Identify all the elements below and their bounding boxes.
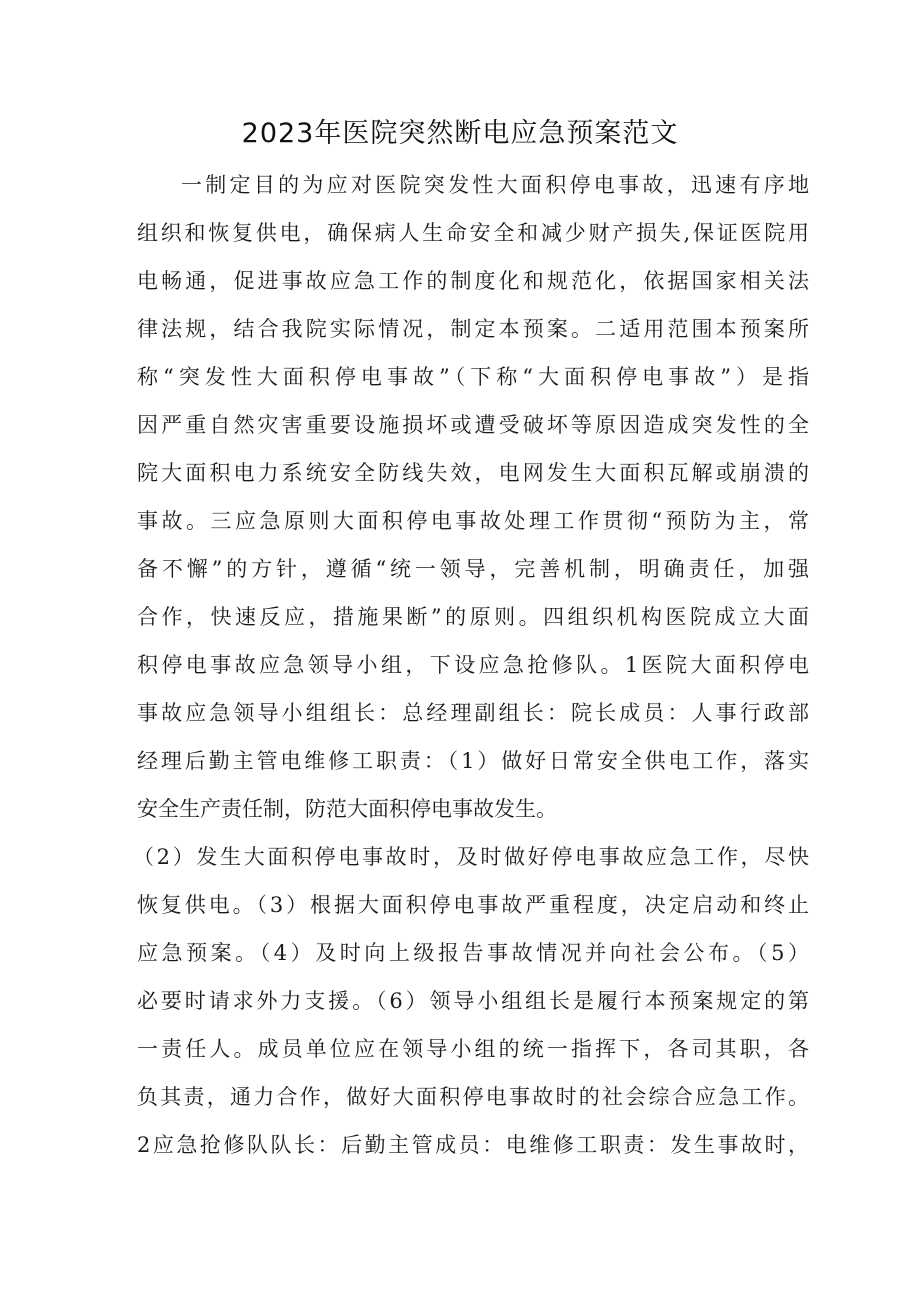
- text-line: 积停电事故应急领导小组，下设应急抢修队。1医院大面积停电: [137, 653, 809, 677]
- text-line: 恢复供电。（3）根据大面积停电事故严重程度，决定启动和终止: [137, 893, 809, 917]
- text-line: 一制定目的为应对医院突发性大面积停电事故，迅速有序地: [181, 173, 809, 197]
- text-line: 安全生产责任制，防范大面积停电事故发生。: [137, 797, 557, 821]
- text-line: 必要时请求外力支援。（6）领导小组组长是履行本预案规定的第: [137, 989, 809, 1013]
- text-line: 负其责，通力合作，做好大面积停电事故时的社会综合应急工作。: [137, 1085, 809, 1109]
- text-line: 2应急抢修队队长：后勤主管成员：电维修工职责：发生事故时，: [137, 1133, 809, 1157]
- text-line: （2）发生大面积停电事故时，及时做好停电事故应急工作，尽快: [133, 845, 809, 869]
- text-line: 事故。三应急原则大面积停电事故处理工作贯彻“预防为主，常: [137, 509, 809, 533]
- text-line: 应急预案。（4）及时向上级报告事故情况并向社会公布。（5）: [137, 941, 809, 965]
- text-line: 事故应急领导小组组长：总经理副组长：院长成员：人事行政部: [137, 701, 809, 725]
- document-title: 2023年医院突然断电应急预案范文: [241, 118, 679, 149]
- text-line: 备不懈”的方针，遵循“统一领导，完善机制，明确责任，加强: [137, 557, 809, 581]
- text-line: 因严重自然灾害重要设施损坏或遭受破坏等原因造成突发性的全: [137, 413, 809, 437]
- text-line: 经理后勤主管电维修工职责：（1）做好日常安全供电工作，落实: [137, 749, 809, 773]
- text-line: 电畅通，促进事故应急工作的制度化和规范化，依据国家相关法: [137, 269, 809, 293]
- text-line: 院大面积电力系统安全防线失效，电网发生大面积瓦解或崩溃的: [137, 461, 809, 485]
- text-line: 组织和恢复供电，确保病人生命安全和减少财产损失,保证医院用: [137, 221, 809, 245]
- text-line: 称“突发性大面积停电事故”（下称“大面积停电事故”）是指: [137, 365, 809, 389]
- text-line: 一责任人。成员单位应在领导小组的统一指挥下，各司其职，各: [137, 1037, 809, 1061]
- text-line: 律法规，结合我院实际情况，制定本预案。二适用范围本预案所: [137, 317, 809, 341]
- text-line: 合作，快速反应，措施果断”的原则。四组织机构医院成立大面: [137, 605, 809, 629]
